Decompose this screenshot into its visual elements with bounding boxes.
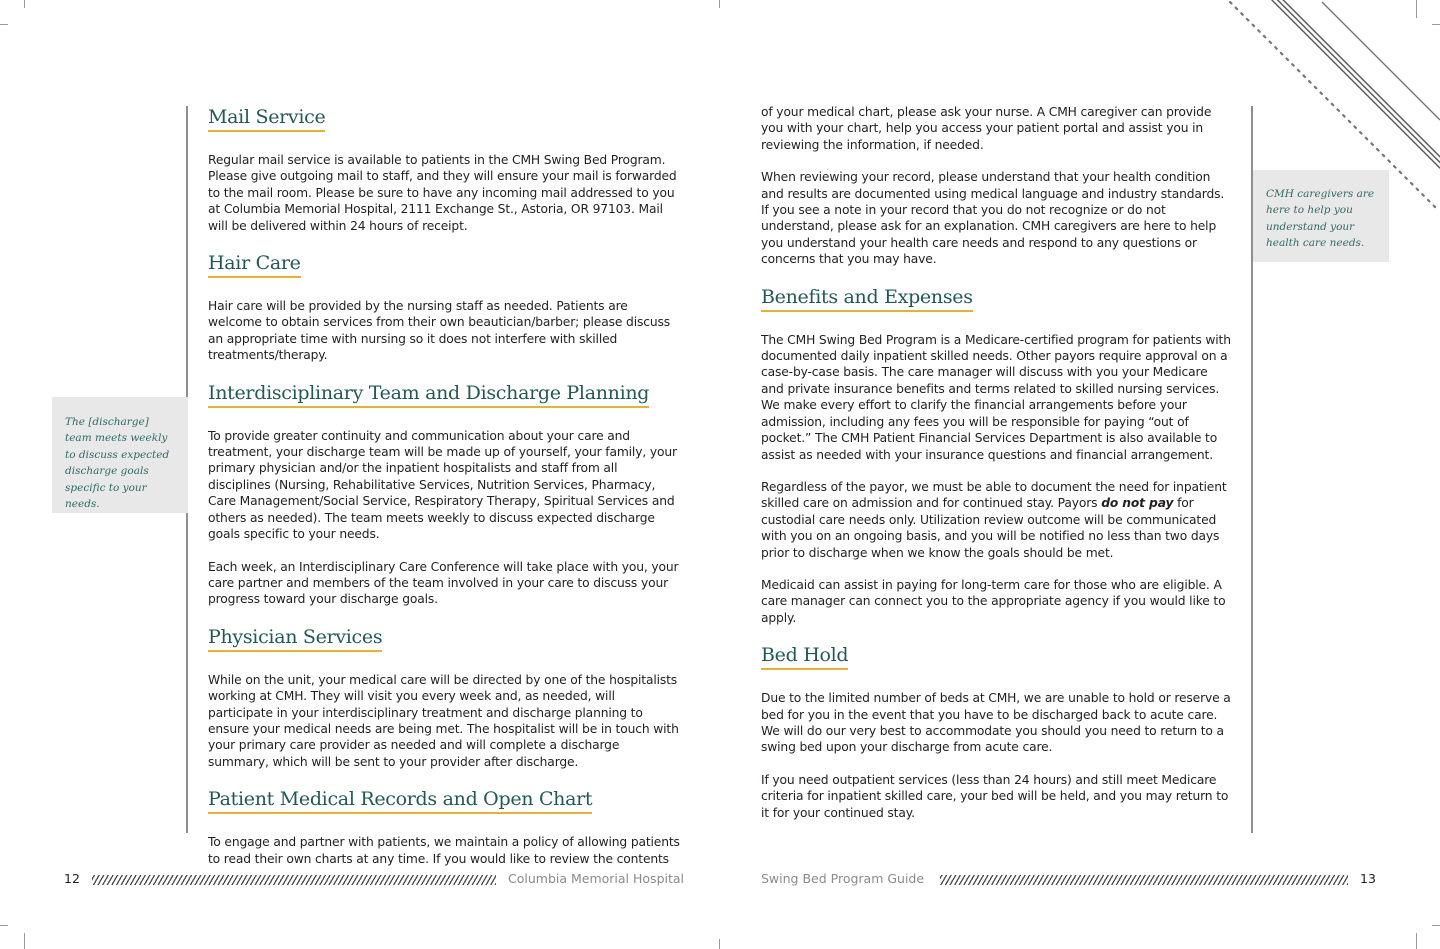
section-heading: Physician Services xyxy=(208,624,382,652)
section-heading: Interdisciplinary Team and Discharge Planning xyxy=(208,380,649,408)
text-run: for custodial care needs only. Utilization review outcome will be communicated with you on an ongoing basis, and you will be notified no less than two days prior to discharge when we know the goals should be met. xyxy=(761,496,1220,560)
emphasis-text: do not pay xyxy=(1101,496,1174,511)
crop-mark xyxy=(719,939,720,949)
left-sidenote: The [discharge] team meets weekly to discuss expected discharge goals specific to your needs. xyxy=(52,397,188,513)
crop-mark xyxy=(719,0,720,8)
left-page-number: 12 xyxy=(64,871,80,886)
paragraph: When reviewing your record, please understand that your health condition and results are documented using medical language and industry standards. If you see a note in your record that you do not recognize or do not understand, please ask for an explanation. CMH caregivers are here to help you understand your health care needs and respond to any questions or concerns that you may have. xyxy=(761,170,1225,267)
crop-mark xyxy=(24,0,25,8)
section-heading: Hair Care xyxy=(208,250,301,278)
crop-mark xyxy=(0,24,8,25)
text-run: Regardless of the payor, we must be able to document the need for inpatient skilled care on admission and for continued stay. Payors xyxy=(761,479,1227,511)
footer-hatch xyxy=(92,875,496,885)
section-heading: Bed Hold xyxy=(761,642,848,670)
right-column xyxy=(761,104,1233,837)
section-heading: Benefits and Expenses xyxy=(761,284,973,312)
crop-mark xyxy=(1416,933,1417,949)
right-sidenote: CMH caregivers are here to help you understand your health care needs. xyxy=(1253,170,1389,262)
paragraph: Hair care will be provided by the nursing staff as needed. Patients are welcome to obtain services from their own beautician/barber; please discuss an appropriate time with nursing so it does not interfere with skilled treatments/therapy. xyxy=(208,299,670,363)
paragraph: To engage and partner with patients, we maintain a policy of allowing patients to read their own charts at any time. If you would like to review the contents xyxy=(208,835,680,866)
crop-mark xyxy=(24,933,25,949)
crop-mark xyxy=(1432,925,1440,926)
section-heading: Mail Service xyxy=(208,104,325,132)
paragraph: If you need outpatient services (less than 24 hours) and still meet Medicare criteria for inpatient skilled care, your bed will be held, and you may return to it for your continued stay. xyxy=(761,772,1229,820)
paragraph: Each week, an Interdisciplinary Care Conference will take place with you, your care partner and members of the team involved in your care to discuss your progress toward your discharge goals. xyxy=(208,559,679,607)
left-footer-label: Columbia Memorial Hospital xyxy=(508,871,685,886)
right-footer-label: Swing Bed Program Guide xyxy=(761,871,925,886)
section-heading: Patient Medical Records and Open Chart xyxy=(208,786,592,814)
right-page-number: 13 xyxy=(1360,871,1376,886)
paragraph: Medicaid can assist in paying for long-term care for those who are eligible. A care manager can connect you to the appropriate agency if you would like to apply. xyxy=(761,577,1226,625)
paragraph: The CMH Swing Bed Program is a Medicare-certified program for patients with documented daily inpatient skilled needs. Other payors require approval on a case-by-case basis. The care manager will discuss with you your Medicare and private insurance benefits and terms related to skilled nursing services. We make every effort to clarify the financial arrangements before your admission, including any fees you will be responsible for paying “out of pocket.” The CMH Patient Financial Services Department is also available to assist as needed with your insurance questions and financial arrangement. xyxy=(761,332,1231,462)
paragraph: Due to the limited number of beds at CMH, we are unable to hold or reserve a bed for you in the event that you have to be discharged back to acute care. We will do our very best to accommodate you should you need to return to a swing bed upon your discharge from acute care. xyxy=(761,691,1231,755)
paragraph: of your medical chart, please ask your nurse. A CMH caregiver can provide you with your chart, help you access your patient portal and assist you in reviewing the information, if needed. xyxy=(761,105,1212,152)
paragraph: To provide greater continuity and communication about your care and treatment, your discharge team will be made up of yourself, your family, your primary physician and/or the inpatient hospitalists and staff from all disciplines (Nursing, Rehabilitative Services, Nutrition Services, Pharmacy, Care Management/Social Service, Respiratory Therapy, Spiritual Services and others as needed). The team meets weekly to discuss expected discharge goals specific to your needs. xyxy=(208,428,677,542)
paragraph: Regular mail service is available to patients in the CMH Swing Bed Program. Please give outgoing mail to staff, and they will ensure your mail is forwarded to the mail room. Please be sure to have any incoming mail addressed to you at Columbia Memorial Hospital, 2111 Exchange St., Astoria, OR 97103. Mail will be delivered within 24 hours of receipt. xyxy=(208,153,677,233)
paragraph xyxy=(761,479,1233,561)
left-column xyxy=(208,104,680,883)
crop-mark xyxy=(0,925,8,926)
footer-hatch xyxy=(940,875,1348,885)
paragraph: While on the unit, your medical care will be directed by one of the hospitalists working at CMH. They will visit you every week and, as needed, will participate in your interdisciplinary treatment and discharge planning to ensure your medical needs are being met. The hospitalist will be in touch with your primary care provider as needed and will complete a discharge summary, which will be sent to your provider after discharge. xyxy=(208,672,679,769)
